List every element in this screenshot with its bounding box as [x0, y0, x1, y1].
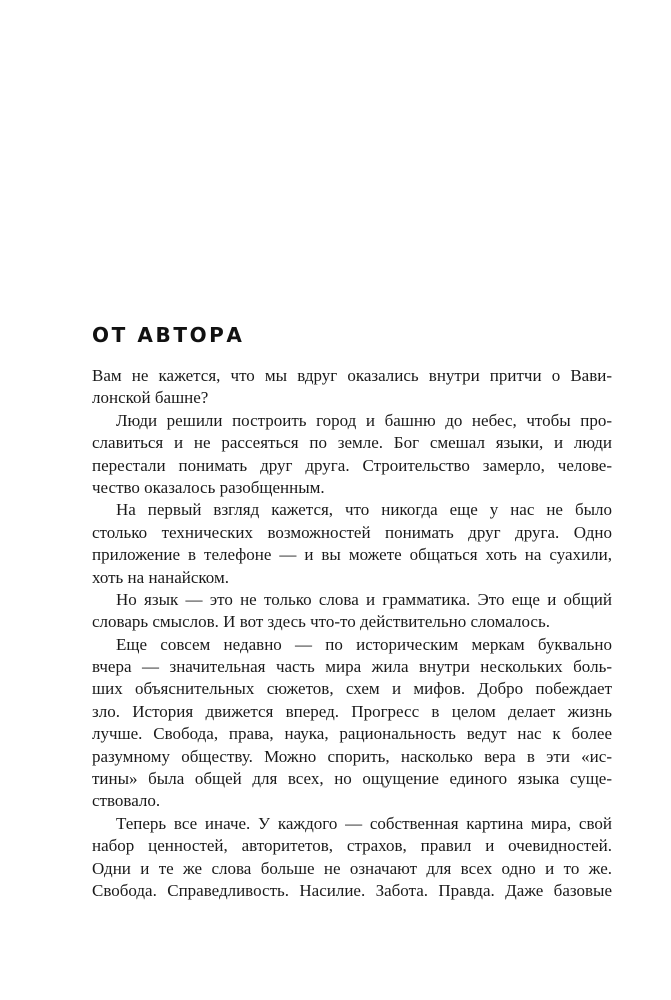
- paragraph-6-line-1: Теперь все иначе. У каждого — собственная картина мира, свой: [116, 813, 612, 833]
- paragraph-5-line-5: лучше. Свобода, права, наука, рациональность ведут нас к более: [92, 724, 612, 744]
- paragraph-3-line-1: На первый взгляд кажется, что никогда еще у нас не было: [116, 500, 612, 520]
- paragraph-1-line-2: лонской башне?: [92, 388, 209, 408]
- chapter-title: ОТ АВТОРА: [92, 323, 245, 347]
- paragraph-5-line-1: Еще совсем недавно — по историческим меркам буквально: [116, 634, 612, 654]
- paragraph-3-line-2: столько технических возможностей понимать друг друга. Одно: [92, 522, 612, 542]
- paragraph-5-line-8: ствовало.: [92, 791, 161, 811]
- paragraph-2-line-2: славиться и не рассеяться по земле. Бог смешал языки, и люди: [92, 433, 612, 453]
- paragraph-1-line-1: Вам не кажется, что мы вдруг оказались внутри притчи о Вави-: [92, 366, 612, 385]
- paragraph-2-line-1: Люди решили построить город и башню до небес, чтобы про-: [116, 410, 612, 430]
- paragraph-5-line-4: зло. История движется вперед. Прогресс в целом делает жизнь: [92, 701, 612, 721]
- paragraph-2-line-4: чество оказалось разобщенным.: [92, 477, 325, 497]
- body-text: [92, 365, 612, 902]
- paragraph-5-line-7: тины» была общей для всех, но ощущение единого языка суще-: [92, 769, 612, 789]
- paragraph-5-line-6: разумному обществу. Можно спорить, насколько вера в эти «ис-: [92, 746, 612, 766]
- paragraph-3-line-3: приложение в телефоне — и вы можете общаться хоть на суахили,: [92, 545, 612, 565]
- paragraph-4-line-1: Но язык — это не только слова и грамматика. Это еще и общий: [116, 589, 612, 609]
- paragraph-3-line-4: хоть на нанайском.: [92, 567, 229, 587]
- paragraph-6-line-3: Одни и те же слова больше не означают для всех одно и то же.: [92, 858, 612, 878]
- paragraph-5-line-2: вчера — значительная часть мира жила внутри нескольких боль-: [92, 657, 612, 677]
- paragraph-5-line-3: ших объяснительных сюжетов, схем и мифов. Добро побеждает: [92, 679, 612, 699]
- paragraph-2-line-3: перестали понимать друг друга. Строительство замерло, челове-: [92, 455, 612, 475]
- paragraph-4-line-2: словарь смыслов. И вот здесь что-то действительно сломалось.: [92, 612, 550, 632]
- paragraph-6-line-2: набор ценностей, авторитетов, страхов, правил и очевидностей.: [92, 836, 612, 856]
- paragraph-6-line-4: Свобода. Справедливость. Насилие. Забота. Правда. Даже базовые: [92, 880, 612, 900]
